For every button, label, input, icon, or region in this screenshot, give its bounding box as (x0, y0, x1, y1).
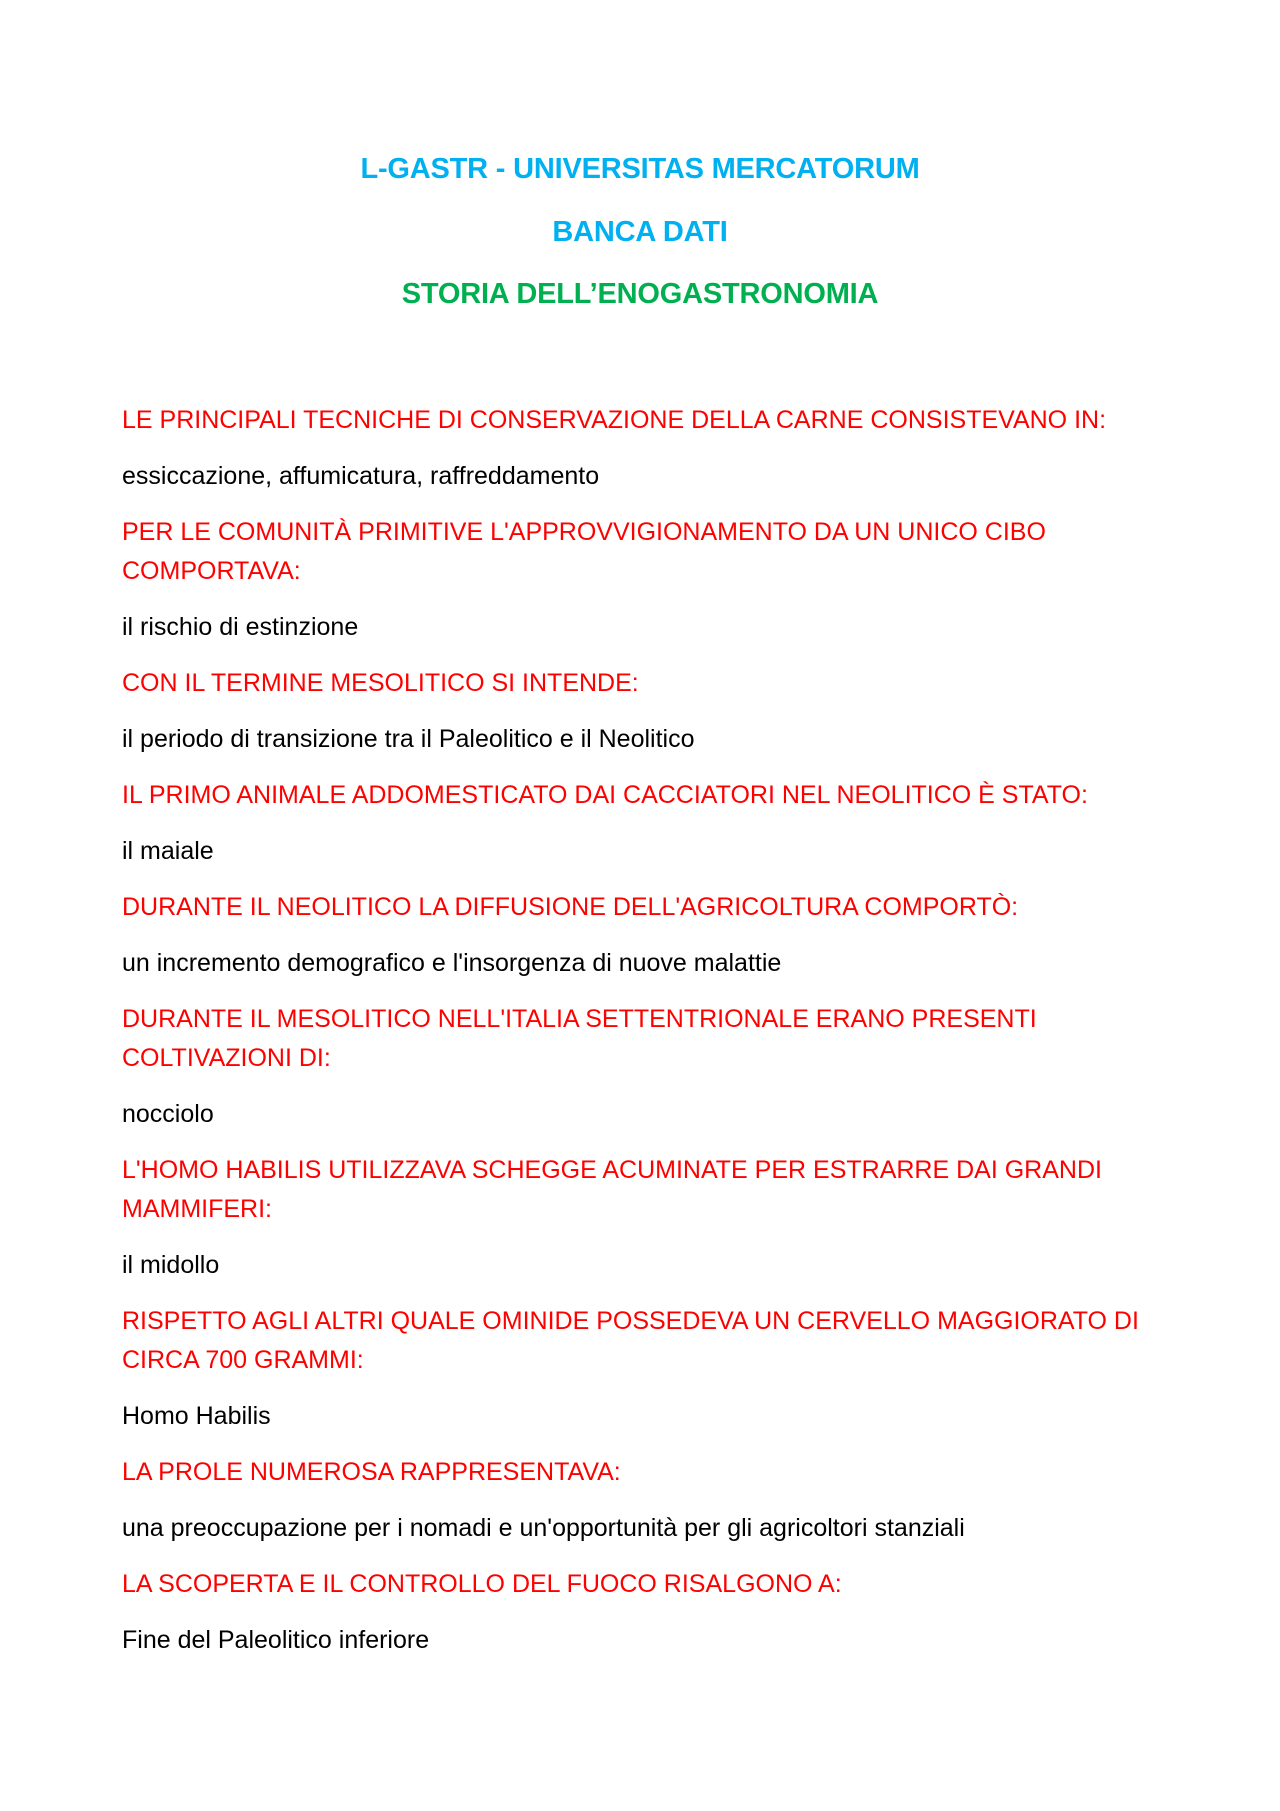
answer-text: il periodo di transizione tra il Paleolitico e il Neolitico (122, 725, 695, 753)
qa-item (122, 1151, 1152, 1285)
answer-text: una preoccupazione per i nomadi e un'opportunità per gli agricoltori stanziali (122, 1514, 965, 1542)
answer-text: il midollo (122, 1251, 220, 1279)
qa-item (122, 401, 1152, 496)
qa-item (122, 664, 1152, 759)
question-text: IL PRIMO ANIMALE ADDOMESTICATO DAI CACCIATORI NEL NEOLITICO È STATO: (122, 781, 1088, 809)
question-text: RISPETTO AGLI ALTRI QUALE OMINIDE POSSEDEVA UN CERVELLO MAGGIORATO DI CIRCA 700 GRAMMI: (122, 1307, 1139, 1374)
qa-item (122, 776, 1152, 871)
question-text: DURANTE IL MESOLITICO NELL'ITALIA SETTENTRIONALE ERANO PRESENTI COLTIVAZIONI DI: (122, 1005, 1037, 1072)
answer-text: Fine del Paleolitico inferiore (122, 1626, 430, 1654)
answer-text: un incremento demografico e l'insorgenza di nuove malattie (122, 949, 782, 977)
question-text: CON IL TERMINE MESOLITICO SI INTENDE: (122, 669, 639, 697)
answer-text: nocciolo (122, 1100, 214, 1128)
question-text: LA SCOPERTA E IL CONTROLLO DEL FUOCO RISALGONO A: (122, 1570, 842, 1598)
answer-text: il maiale (122, 837, 214, 865)
header-university: L-GASTR - UNIVERSITAS MERCATORUM (360, 153, 920, 185)
header-subject: STORIA DELL’ENOGASTRONOMIA (401, 278, 879, 310)
answer-text: essiccazione, affumicatura, raffreddamento (122, 462, 600, 490)
qa-item (122, 1000, 1152, 1134)
question-text: DURANTE IL NEOLITICO LA DIFFUSIONE DELL'AGRICOLTURA COMPORTÒ: (122, 893, 1019, 921)
header-database: BANCA DATI (552, 216, 728, 248)
question-text: L'HOMO HABILIS UTILIZZAVA SCHEGGE ACUMINATE PER ESTRARRE DAI GRANDI MAMMIFERI: (122, 1156, 1102, 1223)
qa-item (122, 1302, 1152, 1436)
qa-item (122, 888, 1152, 983)
document-header (0, 152, 1280, 311)
answer-text: il rischio di estinzione (122, 613, 359, 641)
question-text: PER LE COMUNITÀ PRIMITIVE L'APPROVVIGIONAMENTO DA UN UNICO CIBO COMPORTAVA: (122, 518, 1046, 585)
question-text: LA PROLE NUMEROSA RAPPRESENTAVA: (122, 1458, 621, 1486)
question-text: LE PRINCIPALI TECNICHE DI CONSERVAZIONE DELLA CARNE CONSISTEVANO IN: (122, 406, 1107, 434)
qa-item (122, 1453, 1152, 1548)
answer-text: Homo Habilis (122, 1402, 271, 1430)
qa-item (122, 513, 1152, 647)
qa-item (122, 1565, 1152, 1660)
qa-list (122, 401, 1152, 1677)
